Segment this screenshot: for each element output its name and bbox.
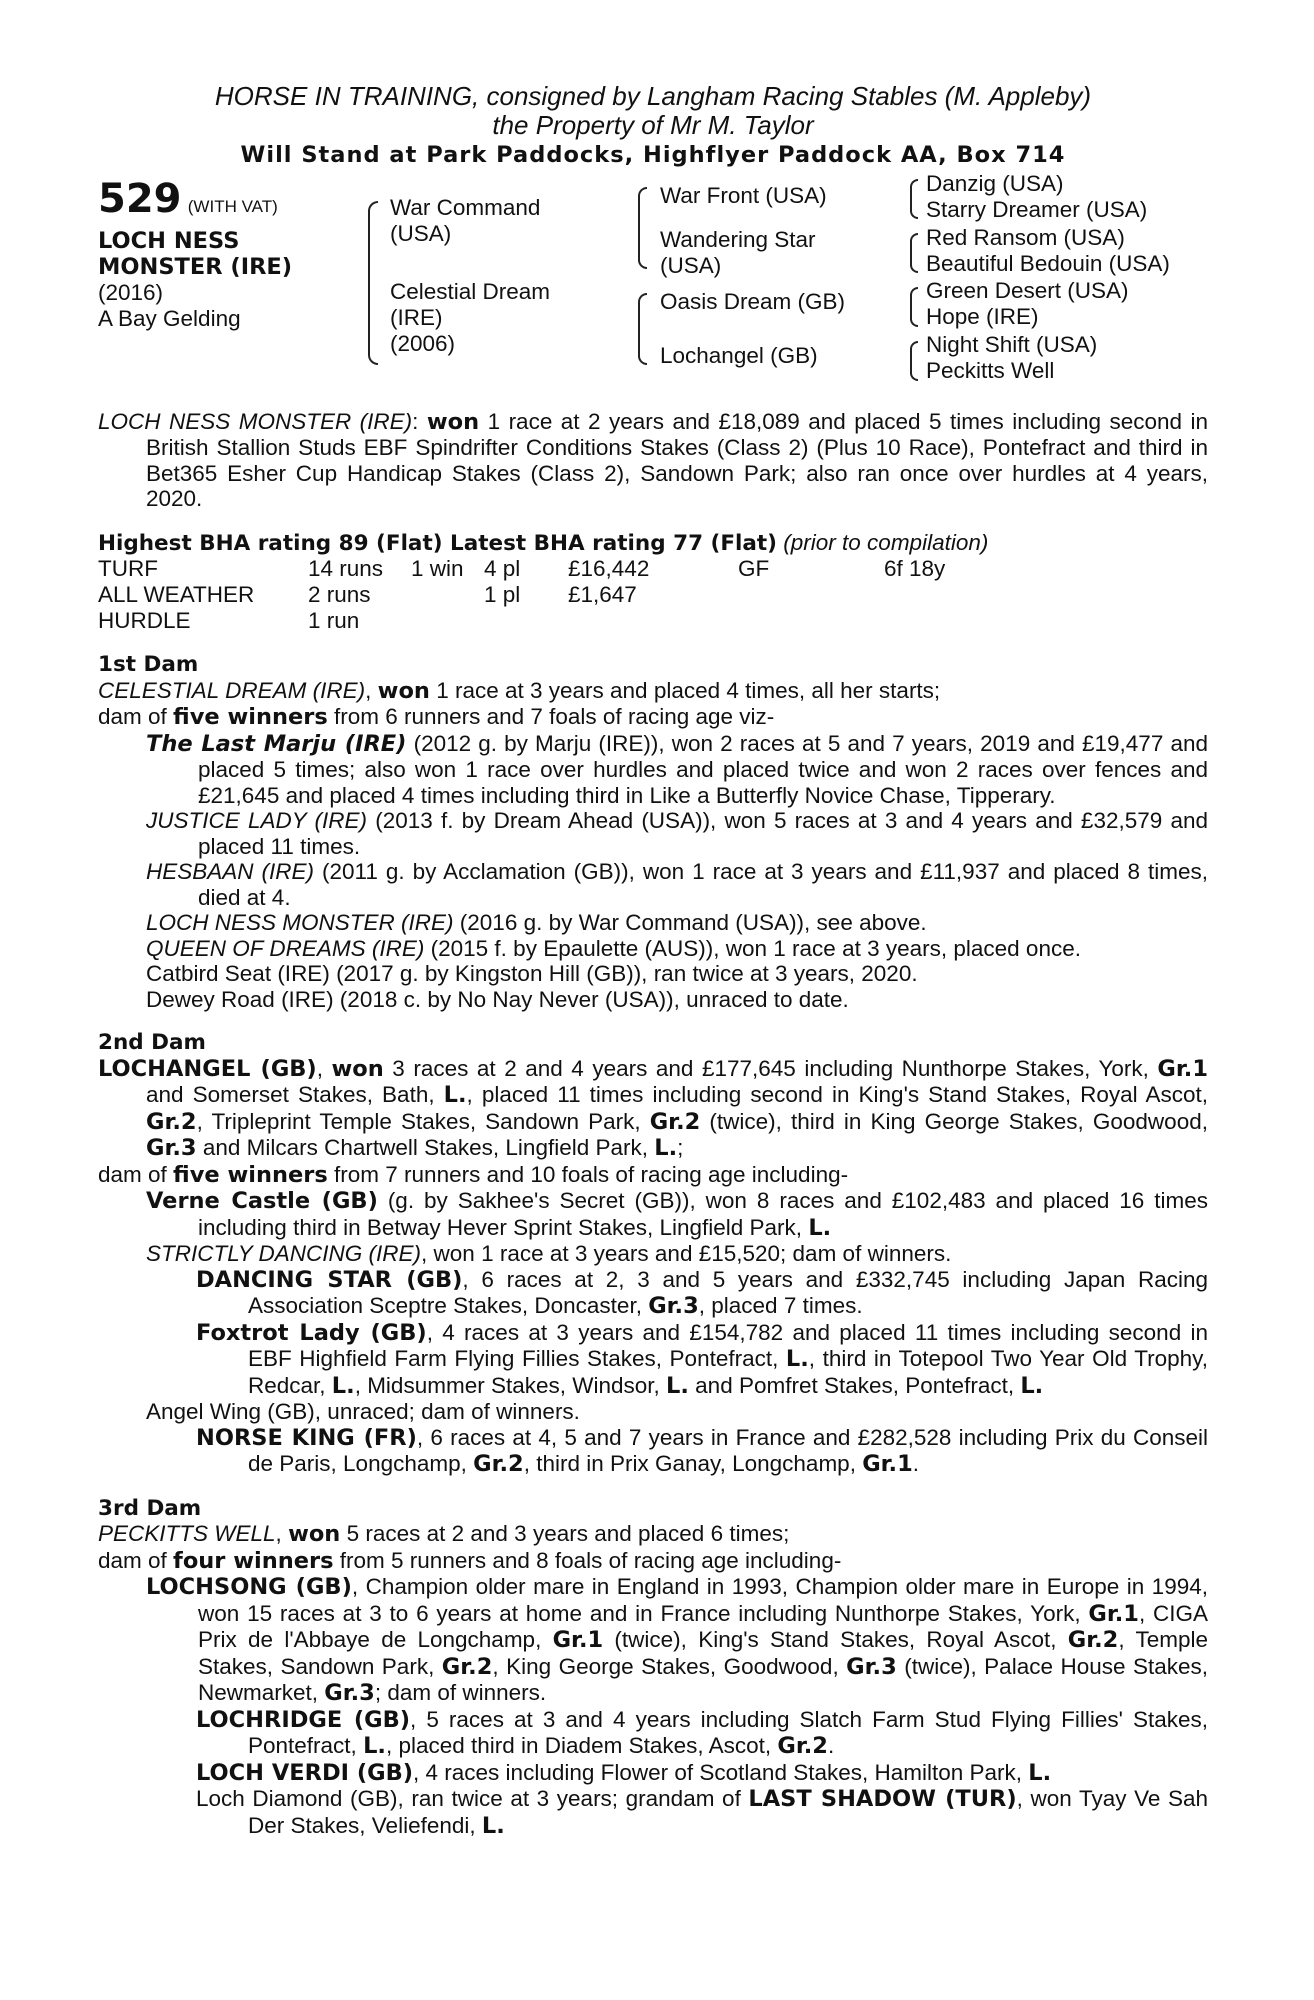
grandprogeny-entry: Foxtrot Lady (GB), 4 races at 3 years and £154,782 and placed 11 times including second in EBF Highfield Farm Flying Fillies Stakes, Pontefract, L., third in Totepool Two Year Old Trophy, Redcar, L., Midsummer Stakes, Windsor, L. and Pomfret Stakes, Pontefract, L.: [196, 1319, 1209, 1399]
second-dam-section: 2nd Dam LOCHANGEL (GB), won 3 races at 2 and 4 years and £177,645 including Nunthorpe Stakes, York, Gr.1 and Somerset Stakes, Bath, L., placed 11 times including second in King's Stand Stakes, Royal Ascot, Gr.2, Tripleprint Temple Stakes, Sandown Park, Gr.2 (twice), third in King George Stakes, Goodwood, Gr.3 and Milcars Chartwell Stakes, Lingfield Park, L.; dam of five winners from 7 runners and 10 foals of racing age including- Verne Castle (GB) (g. by Sakhee's Secret (GB)), won 8 races and £102,483 and placed 16 times including third in Betway Hever Sprint Stakes, Lingfield Park, L. STRICTLY DANCING (IRE), won 1 race at 3 years and £15,520; dam of winners. DANCING STAR (GB), 6 races at 2, 3 and 5 years and £332,745 including Japan Racing Association Sceptre Stakes, Doncaster, Gr.3, placed 7 times. Foxtrot Lady (GB), 4 races at 3 years and £154,782 and placed 11 times including second in EBF Highfield Farm Flying Fillies Stakes, Pontefract, L., third in Totepool Two Year Old Trophy, Redcar, L., Midsummer Stakes, Windsor, L. and Pomfret Stakes, Pontefract, L. Angel Wing (GB), unraced; dam of winners. NORSE KING (FR), 6 races at 4, 5 and 7 years in France and £282,528 including Prix du Conseil de Paris, Longchamp, Gr.2, third in Prix Ganay, Longchamp, Gr.1.: [98, 1030, 1209, 1477]
progeny-entry: JUSTICE LADY (IRE) (2013 f. by Dream Ahead (USA)), won 5 races at 3 and 4 years and £32,579 and placed 11 times.: [146, 808, 1209, 859]
ratings-headline: Highest BHA rating 89 (Flat) Latest BHA rating 77 (Flat) (prior to compilation): [98, 529, 989, 556]
gg-brace-1: [910, 179, 918, 219]
vat-note: (WITH VAT): [187, 196, 278, 216]
gg-brace-3: [910, 287, 918, 327]
granddam-3: Hope (IRE): [926, 303, 1039, 329]
third-dam-section: 3rd Dam PECKITTS WELL, won 5 races at 2 and 3 years and placed 6 times; dam of four winners from 5 runners and 8 foals of racing age including- LOCHSONG (GB), Champion older mare in England in 1993, Champion older mare in Europe in 1994, won 15 races at 3 to 6 years at home and in France including Nunthorpe Stakes, York, Gr.1, CIGA Prix de l'Abbaye de Longchamp, Gr.1 (twice), King's Stand Stakes, Royal Ascot, Gr.2, Temple Stakes, Sandown Park, Gr.2, King George Stakes, Goodwood, Gr.3 (twice), Palace House Stakes, Newmarket, Gr.3; dam of winners. LOCHRIDGE (GB), 5 races at 3 and 4 years including Slatch Farm Stud Flying Fillies' Stakes, Pontefract, L., placed third in Diadem Stakes, Ascot, Gr.2. LOCH VERDI (GB), 4 races including Flower of Scotland Stakes, Hamilton Park, L. Loch Diamond (GB), ran twice at 3 years; grandam of LAST SHADOW (TUR), won Tyay Ve Sah Der Stakes, Veliefendi, L.: [98, 1495, 1209, 1839]
progeny-entry: QUEEN OF DREAMS (IRE) (2015 f. by Epaulette (AUS)), won 1 race at 3 years, placed once.: [146, 935, 1081, 961]
grandprogeny-entry: LOCH VERDI (GB), 4 races including Flower of Scotland Stakes, Hamilton Park, L.: [196, 1759, 1052, 1786]
third-dam-heading: 3rd Dam: [98, 1495, 202, 1521]
gg-brace-4: [910, 341, 918, 381]
horse-name-2: MONSTER (IRE): [98, 253, 293, 280]
grandsire-1: Danzig (USA): [926, 170, 1064, 196]
sire-sire: War Front (USA): [660, 182, 827, 208]
summary-horse-name: LOCH NESS MONSTER (IRE): [98, 408, 413, 434]
horse-summary: LOCH NESS MONSTER (IRE): won 1 race at 2 years and £18,089 and placed 5 times including second in British Stallion Studs EBF Spindrifter Conditions Stakes (Class 2) (Plus 10 Race), Pontefract and third in Bet365 Esher Cup Handicap Stakes (Class 2), Sandown Park; also ran once over hurdles at 4 years, 2020.: [98, 408, 1208, 511]
grandprogeny-entry: NORSE KING (FR), 6 races at 4, 5 and 7 years in France and £282,528 including Prix du Conseil de Paris, Longchamp, Gr.2, third in Prix Ganay, Longchamp, Gr.1.: [196, 1424, 1208, 1477]
grandsire-3: Green Desert (USA): [926, 277, 1129, 303]
granddam-1: Starry Dreamer (USA): [926, 196, 1148, 222]
progeny-entry: HESBAAN (IRE) (2011 g. by Acclamation (GB)), won 1 race at 3 years and £11,937 and placed 8 times, died at 4.: [146, 859, 1208, 910]
sire-parents-brace: [638, 187, 647, 269]
grandprogeny-entry: LOCHRIDGE (GB), 5 races at 3 and 4 years including Slatch Farm Stud Flying Fillies' Stakes, Pontefract, L., placed third in Diadem Stakes, Ascot, Gr.2.: [196, 1706, 1208, 1759]
second-dam-heading: 2nd Dam: [98, 1030, 206, 1055]
lot-number: 529: [98, 175, 182, 222]
sire-dam-line1: Wandering Star: [660, 226, 816, 252]
gg-brace-2: [910, 233, 918, 273]
stand-location: Will Stand at Park Paddocks, Highflyer Paddock AA, Box 714: [240, 142, 1066, 168]
property-line: the Property of Mr M. Taylor: [492, 110, 814, 140]
dam-sire: Oasis Dream (GB): [660, 288, 846, 314]
first-dam-heading: 1st Dam: [98, 652, 199, 677]
first-dam-section: 1st Dam CELESTIAL DREAM (IRE), won 1 race at 3 years and placed 4 times, all her starts; dam of five winners from 6 runners and 7 foals of racing age viz- The Last Marju (IRE) (2012 g. by Marju (IRE)), won 2 races at 5 and 7 years, 2019 and £19,477 and placed 5 times; also won 1 race over hurdles and placed twice and won 2 races over fences and £21,645 and placed 4 times including third in Like a Butterfly Novice Chase, Tipperary. JUSTICE LADY (IRE) (2013 f. by Dream Ahead (USA)), won 5 races at 3 and 4 years and £32,579 and placed 11 times. HESBAAN (IRE) (2011 g. by Acclamation (GB)), won 1 race at 3 years and £11,937 and placed 8 times, died at 4. LOCH NESS MONSTER (IRE) (2016 g. by War Command (USA)), see above. QUEEN OF DREAMS (IRE) (2015 f. by Epaulette (AUS)), won 1 race at 3 years, placed once. Catbird Seat (IRE) (2017 g. by Kingston Hill (GB)), ran twice at 3 years, 2020. Dewey Road (IRE) (2018 c. by No Nay Never (USA)), unraced to date.: [98, 652, 1209, 1012]
dam-line3: (2006): [390, 330, 456, 356]
ratings-table: TURF 14 runs 1 win 4 pl £16,442 GF 6f 18y ALL WEATHER 2 runs 1 pl £1,647 HURDLE 1 run: [98, 556, 946, 633]
progeny-entry: Angel Wing (GB), unraced; dam of winners.: [146, 1399, 580, 1424]
progeny-entry: STRICTLY DANCING (IRE), won 1 race at 3 years and £15,520; dam of winners.: [146, 1241, 952, 1266]
lot-number-line: [98, 177, 278, 221]
progeny-entry: Dewey Road (IRE) (2018 c. by No Nay Never (USA)), unraced to date.: [146, 986, 849, 1012]
dam-parents-brace: [638, 293, 647, 365]
sire-line1: War Command: [390, 194, 541, 220]
progeny-entry: The Last Marju (IRE) (2012 g. by Marju (IRE)), won 2 races at 5 and 7 years, 2019 and £19,477 and placed 5 times; also won 1 race over hurdles and placed twice and won 2 races over fences and £21,645 and placed 4 times including third in Like a Butterfly Novice Chase, Tipperary.: [146, 730, 1208, 808]
dam-dam: Lochangel (GB): [660, 342, 818, 368]
sire-dam-line2: (USA): [660, 252, 722, 278]
progeny-entry: Catbird Seat (IRE) (2017 g. by Kingston Hill (GB)), ran twice at 3 years, 2020.: [146, 961, 918, 986]
dam-line1: Celestial Dream: [390, 278, 551, 304]
grandprogeny-entry: Loch Diamond (GB), ran twice at 3 years; grandam of LAST SHADOW (TUR), won Tyay Ve Sah Der Stakes, Veliefendi, L.: [196, 1786, 1208, 1839]
sire-line2: (USA): [390, 220, 452, 246]
granddam-4: Peckitts Well: [926, 357, 1055, 383]
progeny-entry: LOCHSONG (GB), Champion older mare in England in 1993, Champion older mare in Europe in 1994, won 15 races at 3 to 6 years at home and in France including Nunthorpe Stakes, York, Gr.1, CIGA Prix de l'Abbaye de Longchamp, Gr.1 (twice), King's Stand Stakes, Royal Ascot, Gr.2, Temple Stakes, Sandown Park, Gr.2, King George Stakes, Goodwood, Gr.3 (twice), Palace House Stakes, Newmarket, Gr.3; dam of winners.: [146, 1574, 1209, 1706]
grandprogeny-entry: DANCING STAR (GB), 6 races at 2, 3 and 5 years and £332,745 including Japan Racing Association Sceptre Stakes, Doncaster, Gr.3, placed 7 times.: [196, 1266, 1208, 1319]
progeny-entry: LOCH NESS MONSTER (IRE) (2016 g. by War Command (USA)), see above.: [146, 910, 927, 935]
grandsire-4: Night Shift (USA): [926, 331, 1098, 357]
horse-description: A Bay Gelding: [98, 305, 241, 331]
granddam-2: Beautiful Bedouin (USA): [926, 250, 1170, 276]
grandsire-2: Red Ransom (USA): [926, 224, 1125, 250]
progeny-entry: Verne Castle (GB) (g. by Sakhee's Secret (GB)), won 8 races and £102,483 and placed 16 times including third in Betway Hever Sprint Stakes, Lingfield Park, L.: [146, 1188, 1209, 1241]
horse-name-1: LOCH NESS: [98, 227, 240, 254]
foaling-year: (2016): [98, 279, 164, 305]
catalogue-page: [98, 82, 1208, 1839]
sire-dam-brace: [368, 201, 378, 365]
ratings-block: [98, 530, 1208, 635]
dam-line2: (IRE): [390, 304, 443, 330]
consignor-line: HORSE IN TRAINING, consigned by Langham Racing Stables (M. Appleby): [214, 81, 1092, 111]
pedigree-block: [98, 170, 1208, 391]
